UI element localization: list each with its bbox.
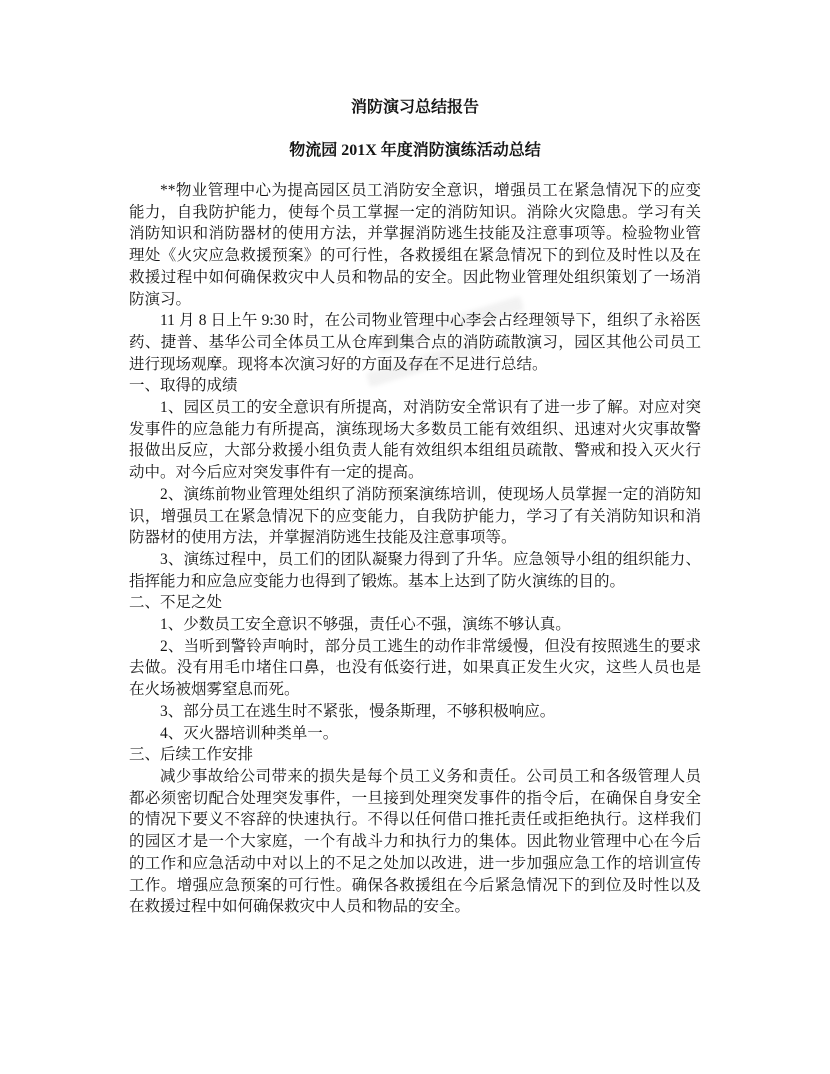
doc-subtitle: 物流园 201X 年度消防演练活动总结 (289, 142, 541, 159)
paragraph-intro: **物业管理中心为提高园区员工消防安全意识，增强员工在紧急情况下的应变能力，自我防护能力，使每个员工掌握一定的消防知识。消除火灾隐患。学习有关消防知识和消防器材的使用方法，并掌握消防逃生技能及注意事项等。检验物业管理处《火灾应急救援预案》的可行性，各救援组在紧急情况下的到位及时性以及在救援过程中如何确保救灾中人员和物品的安全。因此物业管理处组织策划了一场消防演习。 (129, 182, 701, 308)
paragraph-followup: 减少事故给公司带来的损失是每个员工义务和责任。公司员工和各级管理人员都必须密切配合处理突发事件，一旦接到处理突发事件的指令后，在确保自身安全的情况下要义不容辞的快速执行。不得以任何借口推托责任或拒绝执行。这样我们的园区才是一个大家庭，一个有战斗力和执行力的集体。因此物业管理中心在今后的工作和应急活动中对以上的不足之处加以改进，进一步加强应急工作的培训宣传工作。增强应急预案的可行性。确保各救援组在今后紧急情况下的到位及时性以及在救援过程中如何确保救灾中人员和物品的安全。 (129, 767, 701, 916)
doc-body (129, 180, 701, 918)
paragraph-drill-event: 11 月 8 日上午 9:30 时，在公司物业管理中心李会占经理领导下，组织了永裕医药、捷普、基华公司全体员工从仓库到集合点的消防疏散演习，园区其他公司员工进行现场观摩。现将本次演习好的方面及存在不足进行总结。 (129, 312, 701, 373)
document-content (129, 97, 701, 918)
section-heading-3: 三、后续工作安排 (129, 746, 254, 764)
list-item-1-3: 3、演练过程中，员工们的团队凝聚力得到了升华。应急领导小组的组织能力、指挥能力和应急应变能力也得到了锻炼。基本上达到了防火演练的目的。 (129, 550, 701, 590)
list-item-1-1: 1、园区员工的安全意识有所提高，对消防安全常识有了进一步了解。对应对突发事件的应急能力有所提高，演练现场大多数员工能有效组织、迅速对火灾事故警报做出反应，大部分救援小组负责人能有效组织本组组员疏散、警戒和投入灭火行动中。对今后应对突发事件有一定的提高。 (129, 399, 701, 482)
list-item-2-4: 4、灭火器培训种类单一。 (160, 724, 339, 742)
list-item-1-2: 2、演练前物业管理处组织了消防预案演练培训，使现场人员掌握一定的消防知识，增强员工在紧急情况下的应变能力，自我防护能力，学习了有关消防知识和消防器材的使用方法，并掌握消防逃生技能及注意事项等。 (129, 485, 701, 547)
section-heading-1: 一、取得的成绩 (129, 377, 238, 395)
section-heading-2: 二、不足之处 (129, 594, 223, 612)
list-item-2-3: 3、部分员工在逃生时不紧张，慢条斯理，不够积极响应。 (160, 702, 556, 720)
doc-title: 消防演习总结报告 (350, 99, 479, 116)
list-item-2-1: 1、少数员工安全意识不够强，责任心不强，演练不够认真。 (160, 616, 571, 634)
list-item-2-2: 2、当听到警铃声响时，部分员工逃生的动作非常缓慢，但没有按照逃生的要求去做。没有用毛巾堵住口鼻，也没有低姿行进，如果真正发生火灾，这些人员也是在火场被烟雾窒息而死。 (129, 637, 701, 699)
